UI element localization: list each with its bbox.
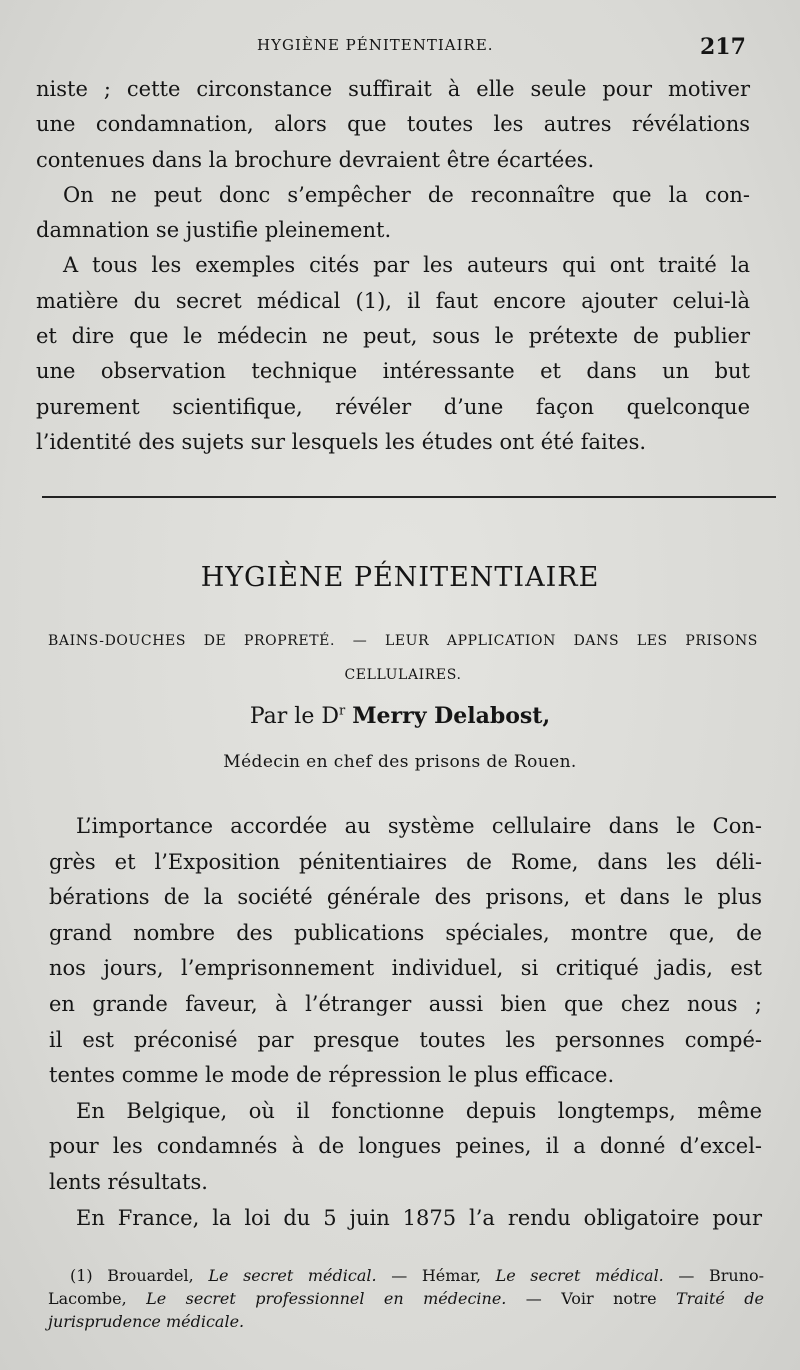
running-header (0, 34, 800, 60)
article-subtitle: BAINS-DOUCHES DE PROPRETÉ. — LEUR APPLICATION DANS LES PRISONS CELLULAIRES. (48, 633, 758, 683)
text-line: une condamnation, alors que toutes les autres révélations (36, 112, 750, 137)
footnote-line (48, 1287, 764, 1310)
running-title: HYGIÈNE PÉNITENTIAIRE. (257, 36, 494, 54)
top-text-block (36, 72, 750, 460)
footnote-line (48, 1264, 764, 1287)
byline-superscript: r (338, 703, 346, 719)
footnote-title: jurisprudence médicale. (48, 1312, 245, 1331)
text-line: L’importance accordée au système cellulaire dans le Con- (76, 814, 762, 838)
footnote-author: — Hémar, (391, 1266, 481, 1285)
text-line: En Belgique, où il fonctionne depuis longtemps, même (76, 1098, 762, 1123)
text-line: tentes comme le mode de répression le plus efficace. (49, 1063, 615, 1088)
page-number: 217 (700, 34, 746, 60)
section-divider (42, 496, 776, 498)
text-line: en grande faveur, à l’étranger aussi bien que chez nous ; (49, 991, 762, 1016)
article-body (49, 809, 762, 1236)
text-line: bérations de la société générale des prisons, et dans le plus (49, 885, 762, 910)
article-title: HYGIÈNE PÉNITENTIAIRE (200, 562, 600, 593)
text-line: damnation se justifie pleinement. (36, 218, 392, 243)
text-line: grès et l’Exposition pénitentiaires de Rome, dans les déli- (49, 849, 762, 874)
text-line: matière du secret médical (1), il faut encore ajouter celui-là (36, 288, 750, 313)
author-role: Médecin en chef des prisons de Rouen. (223, 752, 577, 772)
text-line: nos jours, l’emprisonnement individuel, si critiqué jadis, est (49, 956, 762, 981)
text-line: et dire que le médecin ne peut, sous le prétexte de publier (36, 324, 750, 349)
footnote-author: — Bruno- (678, 1266, 765, 1285)
text-line: A tous les exemples cités par les auteurs qui ont traité la (63, 253, 750, 278)
footnote-title: Le secret professionnel en médecine. (146, 1289, 507, 1308)
text-line: l’identité des sujets sur lesquels les études ont été faites. (36, 429, 647, 454)
text-line: il est préconisé par presque toutes les personnes compé- (49, 1027, 762, 1052)
text-line: pour les condamnés à de longues peines, il a donné d’excel- (49, 1134, 762, 1159)
text-line: purement scientifique, révéler d’une façon quelconque (36, 394, 750, 419)
byline (0, 703, 800, 729)
text-line: On ne peut donc s’empêcher de reconnaître que la con- (63, 182, 750, 207)
text-line: niste ; cette circonstance suffirait à elle seule pour motiver (36, 77, 750, 101)
text-line: En France, la loi du 5 juin 1875 l’a rendu obligatoire pour (76, 1205, 762, 1230)
author-name: Merry Delabost, (352, 703, 551, 729)
text-line: contenues dans la brochure devraient être écartées. (36, 147, 595, 172)
byline-prefix: Par le D (249, 704, 339, 729)
text-line: une observation technique intéressante et dans un but (36, 359, 750, 384)
footnote-author: Lacombe, (48, 1289, 127, 1308)
text-line: lents résultats. (49, 1169, 208, 1194)
footnote-text: — Voir notre (525, 1289, 657, 1308)
footnote-marker: (1) Brouardel, (70, 1266, 194, 1285)
footnote-title: Le secret médical. (208, 1266, 377, 1285)
footnote-title: Traité de (675, 1289, 764, 1308)
footnote (48, 1264, 764, 1333)
footnote-line (48, 1310, 764, 1333)
text-line: grand nombre des publications spéciales, montre que, de (49, 920, 762, 945)
footnote-title: Le secret médical. (495, 1266, 664, 1285)
